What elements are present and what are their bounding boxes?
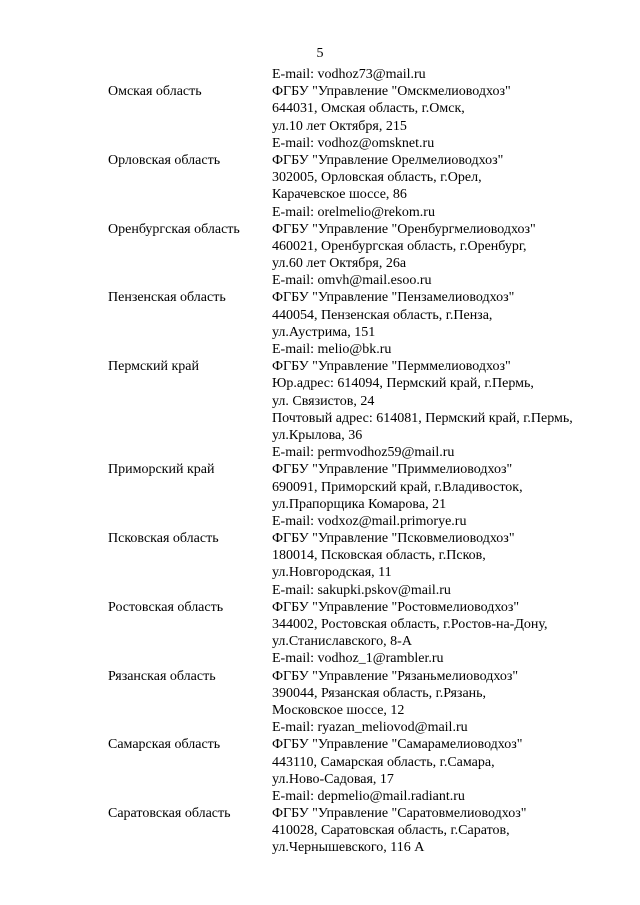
detail-line: Московское шоссе, 12 [272, 702, 405, 718]
region-name: Ростовская область [108, 599, 224, 615]
detail-line: ул.Прапорщика Комарова, 21 [272, 496, 447, 512]
organization-details [272, 83, 640, 152]
organization-details [272, 530, 640, 599]
organization-details [272, 461, 640, 530]
directory-entry [0, 221, 640, 290]
directory-list [0, 66, 640, 857]
detail-line: 443110, Самарская область, г.Самара, [272, 754, 495, 770]
directory-entry [0, 152, 640, 221]
region-name: Орловская область [108, 152, 221, 168]
directory-entry [0, 668, 640, 737]
detail-line: ул.10 лет Октября, 215 [272, 118, 407, 134]
organization-details [272, 221, 640, 290]
directory-entry [0, 599, 640, 668]
detail-line: E-mail: orelmelio@rekom.ru [272, 204, 435, 220]
region-name: Пензенская область [108, 290, 226, 306]
detail-line: ФГБУ "Управление "Пензамелиоводхоз" [272, 290, 515, 306]
detail-line: 302005, Орловская область, г.Орел, [272, 170, 482, 186]
detail-line: 180014, Псковская область, г.Псков, [272, 548, 486, 564]
detail-line: Карачевское шоссе, 86 [272, 187, 407, 203]
directory-entry [0, 530, 640, 599]
detail-line: ул.Чернышевского, 116 А [272, 840, 425, 856]
detail-line: Почтовый адрес: 614081, Пермский край, г.Пермь, [272, 410, 573, 426]
detail-line: ФГБУ "Управление "Приммелиоводхоз" [272, 462, 513, 478]
detail-line: ул.Станиславского, 8-А [272, 634, 412, 650]
detail-line: ул.60 лет Октября, 26а [272, 256, 407, 272]
detail-line: E-mail: vodhoz_1@rambler.ru [272, 651, 444, 667]
region-name: Рязанская область [108, 668, 216, 684]
directory-entry [0, 289, 640, 358]
detail-line: E-mail: vodhoz@omsknet.ru [272, 135, 435, 151]
organization-details [272, 599, 640, 668]
region-name: Приморский край [108, 462, 215, 478]
detail-line: E-mail: omvh@mail.esoo.ru [272, 273, 432, 289]
detail-line: E-mail: melio@bk.ru [272, 342, 392, 358]
detail-line: E-mail: sakupki.pskov@mail.ru [272, 582, 451, 598]
region-name: Псковская область [108, 531, 219, 547]
continued-email-line: E-mail: vodhoz73@mail.ru [272, 67, 426, 82]
detail-line: ул.Ново-Садовая, 17 [272, 771, 394, 787]
organization-details [272, 358, 640, 461]
organization-details [272, 289, 640, 358]
detail-line: 440054, Пензенская область, г.Пенза, [272, 307, 493, 323]
region-name: Оренбургская область [108, 221, 240, 237]
detail-line: E-mail: ryazan_meliovod@mail.ru [272, 720, 468, 736]
region-name: Омская область [108, 84, 202, 100]
detail-line: ФГБУ "Управление "Рязаньмелиоводхоз" [272, 668, 519, 684]
detail-line: 690091, Приморский край, г.Владивосток, [272, 479, 523, 495]
detail-line: ул.Аустрима, 151 [272, 324, 376, 340]
organization-details [272, 668, 640, 737]
detail-line: 644031, Омская область, г.Омск, [272, 101, 465, 117]
region-name: Пермский край [108, 359, 199, 375]
detail-line: ул. Связистов, 24 [272, 393, 375, 409]
detail-line: ФГБУ "Управление "Перммелиоводхоз" [272, 359, 511, 375]
detail-line: ФГБУ "Управление "Самарамелиоводхоз" [272, 737, 523, 753]
directory-entry [0, 736, 640, 805]
region-name: Самарская область [108, 737, 221, 753]
organization-details [272, 736, 640, 805]
detail-line: ул.Крылова, 36 [272, 427, 363, 443]
detail-line: E-mail: vodxoz@mail.primorye.ru [272, 513, 467, 529]
detail-line: 460021, Оренбургская область, г.Оренбург, [272, 238, 527, 254]
detail-line: E-mail: depmelio@mail.radiant.ru [272, 788, 465, 804]
directory-entry [0, 83, 640, 152]
organization-details [272, 805, 640, 857]
detail-line: Юр.адрес: 614094, Пермский край, г.Пермь, [272, 376, 534, 392]
detail-line: 410028, Саратовская область, г.Саратов, [272, 823, 510, 839]
entries-container [0, 83, 640, 856]
detail-line: E-mail: permvodhoz59@mail.ru [272, 445, 455, 461]
detail-line: 390044, Рязанская область, г.Рязань, [272, 685, 487, 701]
directory-entry [0, 805, 640, 857]
detail-line: ул.Новгородская, 11 [272, 565, 392, 581]
detail-line: ФГБУ "Управление "Омскмелиоводхоз" [272, 84, 511, 100]
detail-line: ФГБУ "Управление "Псковмелиоводхоз" [272, 531, 515, 547]
page-number: 5 [316, 46, 324, 61]
detail-line: ФГБУ "Управление Орелмелиоводхоз" [272, 152, 504, 168]
organization-details [272, 152, 640, 221]
directory-entry [0, 358, 640, 461]
detail-line: ФГБУ "Управление "Саратовмелиоводхоз" [272, 806, 527, 822]
region-name: Саратовская область [108, 806, 231, 822]
detail-line: ФГБУ "Управление "Оренбургмелиоводхоз" [272, 221, 536, 237]
detail-line: 344002, Ростовская область, г.Ростов-на-Дону, [272, 617, 548, 633]
directory-entry [0, 461, 640, 530]
detail-line: ФГБУ "Управление "Ростовмелиоводхоз" [272, 599, 520, 615]
